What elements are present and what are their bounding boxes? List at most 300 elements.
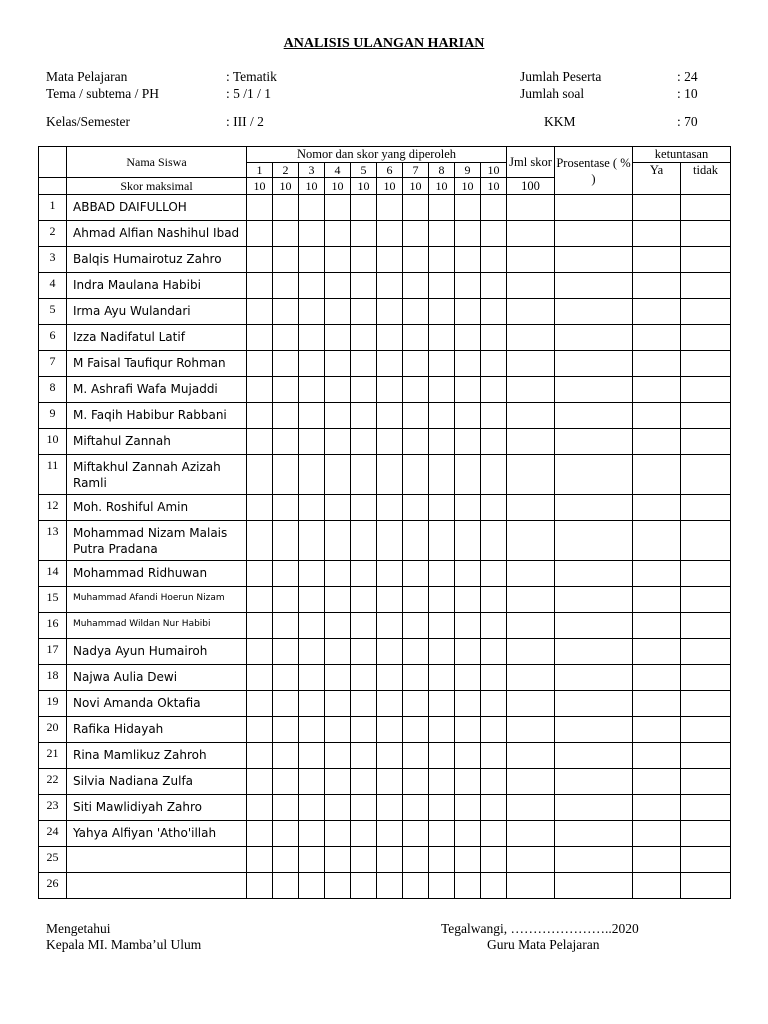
score-cell[interactable] — [325, 351, 351, 377]
score-cell[interactable] — [351, 717, 377, 743]
prosentase-cell[interactable] — [555, 521, 633, 561]
score-cell[interactable] — [299, 377, 325, 403]
score-cell[interactable] — [455, 691, 481, 717]
score-cell[interactable] — [325, 769, 351, 795]
jml-skor-cell[interactable] — [507, 665, 555, 691]
score-cell[interactable] — [351, 377, 377, 403]
score-cell[interactable] — [377, 795, 403, 821]
score-cell[interactable] — [325, 665, 351, 691]
score-cell[interactable] — [325, 299, 351, 325]
score-cell[interactable] — [299, 717, 325, 743]
score-cell[interactable] — [299, 847, 325, 873]
tidak-cell[interactable] — [681, 351, 731, 377]
prosentase-cell[interactable] — [555, 639, 633, 665]
score-cell[interactable] — [325, 587, 351, 613]
score-cell[interactable] — [273, 561, 299, 587]
prosentase-cell[interactable] — [555, 221, 633, 247]
score-cell[interactable] — [481, 403, 507, 429]
score-cell[interactable] — [429, 273, 455, 299]
score-cell[interactable] — [403, 247, 429, 273]
prosentase-cell[interactable] — [555, 873, 633, 899]
score-cell[interactable] — [273, 351, 299, 377]
score-cell[interactable] — [247, 273, 273, 299]
score-cell[interactable] — [481, 639, 507, 665]
score-cell[interactable] — [429, 221, 455, 247]
ya-cell[interactable] — [633, 221, 681, 247]
score-cell[interactable] — [429, 495, 455, 521]
score-cell[interactable] — [481, 769, 507, 795]
score-cell[interactable] — [403, 743, 429, 769]
prosentase-cell[interactable] — [555, 561, 633, 587]
score-cell[interactable] — [325, 495, 351, 521]
jml-skor-cell[interactable] — [507, 717, 555, 743]
ya-cell[interactable] — [633, 717, 681, 743]
score-cell[interactable] — [377, 873, 403, 899]
score-cell[interactable] — [299, 639, 325, 665]
score-cell[interactable] — [429, 821, 455, 847]
prosentase-cell[interactable] — [555, 351, 633, 377]
tidak-cell[interactable] — [681, 821, 731, 847]
score-cell[interactable] — [481, 273, 507, 299]
score-cell[interactable] — [481, 221, 507, 247]
score-cell[interactable] — [325, 221, 351, 247]
score-cell[interactable] — [325, 455, 351, 495]
ya-cell[interactable] — [633, 377, 681, 403]
tidak-cell[interactable] — [681, 247, 731, 273]
score-cell[interactable] — [351, 639, 377, 665]
score-cell[interactable] — [299, 403, 325, 429]
jml-skor-cell[interactable] — [507, 613, 555, 639]
score-cell[interactable] — [429, 691, 455, 717]
score-cell[interactable] — [403, 561, 429, 587]
score-cell[interactable] — [247, 613, 273, 639]
score-cell[interactable] — [455, 351, 481, 377]
score-cell[interactable] — [377, 221, 403, 247]
score-cell[interactable] — [403, 521, 429, 561]
student-name[interactable]: Muhammad Wildan Nur Habibi — [67, 613, 247, 639]
score-cell[interactable] — [481, 847, 507, 873]
score-cell[interactable] — [429, 195, 455, 221]
score-cell[interactable] — [351, 691, 377, 717]
ya-cell[interactable] — [633, 495, 681, 521]
score-cell[interactable] — [273, 795, 299, 821]
score-cell[interactable] — [273, 377, 299, 403]
student-name[interactable]: Mohammad Ridhuwan — [67, 561, 247, 587]
score-cell[interactable] — [429, 351, 455, 377]
jml-skor-cell[interactable] — [507, 743, 555, 769]
score-cell[interactable] — [273, 429, 299, 455]
score-cell[interactable] — [377, 717, 403, 743]
score-cell[interactable] — [403, 325, 429, 351]
score-cell[interactable] — [299, 665, 325, 691]
prosentase-cell[interactable] — [555, 821, 633, 847]
score-cell[interactable] — [325, 377, 351, 403]
score-cell[interactable] — [351, 587, 377, 613]
jml-skor-cell[interactable] — [507, 821, 555, 847]
score-cell[interactable] — [455, 521, 481, 561]
score-cell[interactable] — [273, 455, 299, 495]
score-cell[interactable] — [299, 325, 325, 351]
score-cell[interactable] — [247, 195, 273, 221]
student-name[interactable]: Ahmad Alfian Nashihul Ibad — [67, 221, 247, 247]
tidak-cell[interactable] — [681, 769, 731, 795]
student-name[interactable]: Yahya Alfiyan 'Atho'illah — [67, 821, 247, 847]
score-cell[interactable] — [377, 247, 403, 273]
score-cell[interactable] — [273, 325, 299, 351]
student-name[interactable]: Muhammad Afandi Hoerun Nizam — [67, 587, 247, 613]
ya-cell[interactable] — [633, 247, 681, 273]
ya-cell[interactable] — [633, 639, 681, 665]
score-cell[interactable] — [351, 299, 377, 325]
tidak-cell[interactable] — [681, 221, 731, 247]
score-cell[interactable] — [299, 221, 325, 247]
score-cell[interactable] — [455, 821, 481, 847]
score-cell[interactable] — [273, 665, 299, 691]
score-cell[interactable] — [403, 587, 429, 613]
jml-skor-cell[interactable] — [507, 299, 555, 325]
score-cell[interactable] — [429, 377, 455, 403]
ya-cell[interactable] — [633, 403, 681, 429]
prosentase-cell[interactable] — [555, 587, 633, 613]
score-cell[interactable] — [325, 325, 351, 351]
ya-cell[interactable] — [633, 561, 681, 587]
score-cell[interactable] — [377, 691, 403, 717]
score-cell[interactable] — [403, 717, 429, 743]
score-cell[interactable] — [403, 299, 429, 325]
score-cell[interactable] — [429, 429, 455, 455]
score-cell[interactable] — [247, 299, 273, 325]
jml-skor-cell[interactable] — [507, 403, 555, 429]
score-cell[interactable] — [325, 273, 351, 299]
score-cell[interactable] — [455, 377, 481, 403]
score-cell[interactable] — [429, 873, 455, 899]
score-cell[interactable] — [455, 247, 481, 273]
score-cell[interactable] — [351, 665, 377, 691]
ya-cell[interactable] — [633, 325, 681, 351]
prosentase-cell[interactable] — [555, 613, 633, 639]
prosentase-cell[interactable] — [555, 247, 633, 273]
score-cell[interactable] — [273, 273, 299, 299]
student-name[interactable]: Mohammad Nizam Malais Putra Pradana — [67, 521, 247, 561]
jml-skor-cell[interactable] — [507, 455, 555, 495]
ya-cell[interactable] — [633, 521, 681, 561]
score-cell[interactable] — [273, 195, 299, 221]
score-cell[interactable] — [325, 795, 351, 821]
score-cell[interactable] — [455, 455, 481, 495]
score-cell[interactable] — [325, 847, 351, 873]
score-cell[interactable] — [273, 639, 299, 665]
score-cell[interactable] — [325, 247, 351, 273]
tidak-cell[interactable] — [681, 561, 731, 587]
ya-cell[interactable] — [633, 613, 681, 639]
score-cell[interactable] — [481, 587, 507, 613]
student-name[interactable]: Novi Amanda Oktafia — [67, 691, 247, 717]
jml-skor-cell[interactable] — [507, 795, 555, 821]
jml-skor-cell[interactable] — [507, 847, 555, 873]
student-name[interactable]: Nadya Ayun Humairoh — [67, 639, 247, 665]
score-cell[interactable] — [351, 743, 377, 769]
score-cell[interactable] — [481, 665, 507, 691]
ya-cell[interactable] — [633, 873, 681, 899]
score-cell[interactable] — [481, 561, 507, 587]
prosentase-cell[interactable] — [555, 377, 633, 403]
score-cell[interactable] — [481, 821, 507, 847]
score-cell[interactable] — [351, 221, 377, 247]
score-cell[interactable] — [481, 613, 507, 639]
score-cell[interactable] — [299, 691, 325, 717]
student-name[interactable]: Irma Ayu Wulandari — [67, 299, 247, 325]
tidak-cell[interactable] — [681, 847, 731, 873]
score-cell[interactable] — [325, 613, 351, 639]
score-cell[interactable] — [247, 769, 273, 795]
score-cell[interactable] — [351, 847, 377, 873]
prosentase-cell[interactable] — [555, 429, 633, 455]
score-cell[interactable] — [325, 521, 351, 561]
prosentase-cell[interactable] — [555, 299, 633, 325]
score-cell[interactable] — [455, 795, 481, 821]
score-cell[interactable] — [273, 769, 299, 795]
score-cell[interactable] — [403, 821, 429, 847]
score-cell[interactable] — [247, 639, 273, 665]
score-cell[interactable] — [429, 247, 455, 273]
prosentase-cell[interactable] — [555, 769, 633, 795]
prosentase-cell[interactable] — [555, 847, 633, 873]
score-cell[interactable] — [377, 639, 403, 665]
score-cell[interactable] — [351, 521, 377, 561]
jml-skor-cell[interactable] — [507, 221, 555, 247]
student-name[interactable] — [67, 873, 247, 899]
score-cell[interactable] — [481, 299, 507, 325]
score-cell[interactable] — [299, 587, 325, 613]
score-cell[interactable] — [273, 403, 299, 429]
jml-skor-cell[interactable] — [507, 195, 555, 221]
score-cell[interactable] — [325, 639, 351, 665]
score-cell[interactable] — [377, 273, 403, 299]
ya-cell[interactable] — [633, 455, 681, 495]
student-name[interactable]: Indra Maulana Habibi — [67, 273, 247, 299]
score-cell[interactable] — [247, 847, 273, 873]
prosentase-cell[interactable] — [555, 403, 633, 429]
score-cell[interactable] — [247, 795, 273, 821]
jml-skor-cell[interactable] — [507, 521, 555, 561]
score-cell[interactable] — [403, 403, 429, 429]
score-cell[interactable] — [377, 325, 403, 351]
tidak-cell[interactable] — [681, 639, 731, 665]
score-cell[interactable] — [325, 821, 351, 847]
prosentase-cell[interactable] — [555, 455, 633, 495]
score-cell[interactable] — [377, 429, 403, 455]
ya-cell[interactable] — [633, 195, 681, 221]
tidak-cell[interactable] — [681, 873, 731, 899]
ya-cell[interactable] — [633, 665, 681, 691]
score-cell[interactable] — [273, 247, 299, 273]
tidak-cell[interactable] — [681, 195, 731, 221]
score-cell[interactable] — [403, 221, 429, 247]
jml-skor-cell[interactable] — [507, 325, 555, 351]
tidak-cell[interactable] — [681, 743, 731, 769]
score-cell[interactable] — [299, 821, 325, 847]
score-cell[interactable] — [429, 403, 455, 429]
score-cell[interactable] — [455, 561, 481, 587]
tidak-cell[interactable] — [681, 429, 731, 455]
student-name[interactable] — [67, 847, 247, 873]
score-cell[interactable] — [455, 429, 481, 455]
score-cell[interactable] — [455, 195, 481, 221]
score-cell[interactable] — [351, 561, 377, 587]
score-cell[interactable] — [429, 561, 455, 587]
score-cell[interactable] — [429, 665, 455, 691]
score-cell[interactable] — [455, 639, 481, 665]
score-cell[interactable] — [299, 613, 325, 639]
score-cell[interactable] — [247, 325, 273, 351]
score-cell[interactable] — [325, 717, 351, 743]
score-cell[interactable] — [299, 495, 325, 521]
score-cell[interactable] — [429, 717, 455, 743]
score-cell[interactable] — [403, 429, 429, 455]
score-cell[interactable] — [455, 769, 481, 795]
tidak-cell[interactable] — [681, 377, 731, 403]
ya-cell[interactable] — [633, 795, 681, 821]
student-name[interactable]: ABBAD DAIFULLOH — [67, 195, 247, 221]
score-cell[interactable] — [351, 769, 377, 795]
score-cell[interactable] — [273, 691, 299, 717]
score-cell[interactable] — [273, 221, 299, 247]
score-cell[interactable] — [351, 613, 377, 639]
score-cell[interactable] — [455, 847, 481, 873]
score-cell[interactable] — [351, 273, 377, 299]
student-name[interactable]: Siti Mawlidiyah Zahro — [67, 795, 247, 821]
student-name[interactable]: M Faisal Taufiqur Rohman — [67, 351, 247, 377]
score-cell[interactable] — [299, 247, 325, 273]
score-cell[interactable] — [429, 299, 455, 325]
jml-skor-cell[interactable] — [507, 495, 555, 521]
score-cell[interactable] — [325, 561, 351, 587]
score-cell[interactable] — [481, 325, 507, 351]
score-cell[interactable] — [455, 717, 481, 743]
prosentase-cell[interactable] — [555, 795, 633, 821]
score-cell[interactable] — [247, 561, 273, 587]
tidak-cell[interactable] — [681, 613, 731, 639]
score-cell[interactable] — [247, 247, 273, 273]
score-cell[interactable] — [429, 521, 455, 561]
score-cell[interactable] — [377, 821, 403, 847]
score-cell[interactable] — [403, 639, 429, 665]
score-cell[interactable] — [403, 455, 429, 495]
score-cell[interactable] — [351, 495, 377, 521]
jml-skor-cell[interactable] — [507, 273, 555, 299]
score-cell[interactable] — [377, 613, 403, 639]
score-cell[interactable] — [351, 821, 377, 847]
score-cell[interactable] — [247, 873, 273, 899]
score-cell[interactable] — [299, 273, 325, 299]
jml-skor-cell[interactable] — [507, 639, 555, 665]
score-cell[interactable] — [481, 795, 507, 821]
score-cell[interactable] — [273, 613, 299, 639]
score-cell[interactable] — [247, 377, 273, 403]
score-cell[interactable] — [299, 873, 325, 899]
jml-skor-cell[interactable] — [507, 873, 555, 899]
prosentase-cell[interactable] — [555, 325, 633, 351]
jml-skor-cell[interactable] — [507, 351, 555, 377]
score-cell[interactable] — [351, 429, 377, 455]
score-cell[interactable] — [325, 429, 351, 455]
student-name[interactable]: Balqis Humairotuz Zahro — [67, 247, 247, 273]
score-cell[interactable] — [247, 495, 273, 521]
score-cell[interactable] — [429, 325, 455, 351]
student-name[interactable]: Izza Nadifatul Latif — [67, 325, 247, 351]
score-cell[interactable] — [351, 873, 377, 899]
score-cell[interactable] — [325, 195, 351, 221]
student-name[interactable]: Miftakhul Zannah Azizah Ramli — [67, 455, 247, 495]
score-cell[interactable] — [455, 273, 481, 299]
student-name[interactable]: M. Ashrafi Wafa Mujaddi — [67, 377, 247, 403]
score-cell[interactable] — [299, 299, 325, 325]
score-cell[interactable] — [299, 351, 325, 377]
student-name[interactable]: M. Faqih Habibur Rabbani — [67, 403, 247, 429]
score-cell[interactable] — [377, 455, 403, 495]
score-cell[interactable] — [377, 665, 403, 691]
score-cell[interactable] — [299, 455, 325, 495]
score-cell[interactable] — [429, 769, 455, 795]
tidak-cell[interactable] — [681, 495, 731, 521]
score-cell[interactable] — [455, 221, 481, 247]
ya-cell[interactable] — [633, 743, 681, 769]
score-cell[interactable] — [481, 429, 507, 455]
jml-skor-cell[interactable] — [507, 247, 555, 273]
score-cell[interactable] — [351, 247, 377, 273]
prosentase-cell[interactable] — [555, 273, 633, 299]
score-cell[interactable] — [455, 587, 481, 613]
score-cell[interactable] — [273, 873, 299, 899]
tidak-cell[interactable] — [681, 325, 731, 351]
score-cell[interactable] — [481, 521, 507, 561]
tidak-cell[interactable] — [681, 403, 731, 429]
ya-cell[interactable] — [633, 691, 681, 717]
score-cell[interactable] — [377, 743, 403, 769]
score-cell[interactable] — [247, 403, 273, 429]
prosentase-cell[interactable] — [555, 691, 633, 717]
score-cell[interactable] — [403, 769, 429, 795]
score-cell[interactable] — [429, 847, 455, 873]
ya-cell[interactable] — [633, 351, 681, 377]
score-cell[interactable] — [299, 743, 325, 769]
score-cell[interactable] — [351, 351, 377, 377]
prosentase-cell[interactable] — [555, 495, 633, 521]
score-cell[interactable] — [273, 743, 299, 769]
score-cell[interactable] — [377, 377, 403, 403]
score-cell[interactable] — [429, 795, 455, 821]
score-cell[interactable] — [403, 795, 429, 821]
student-name[interactable]: Rafika Hidayah — [67, 717, 247, 743]
score-cell[interactable] — [247, 665, 273, 691]
score-cell[interactable] — [351, 325, 377, 351]
score-cell[interactable] — [273, 495, 299, 521]
score-cell[interactable] — [455, 325, 481, 351]
student-name[interactable]: Moh. Roshiful Amin — [67, 495, 247, 521]
score-cell[interactable] — [429, 455, 455, 495]
score-cell[interactable] — [455, 299, 481, 325]
jml-skor-cell[interactable] — [507, 587, 555, 613]
score-cell[interactable] — [455, 743, 481, 769]
score-cell[interactable] — [403, 195, 429, 221]
score-cell[interactable] — [273, 821, 299, 847]
tidak-cell[interactable] — [681, 299, 731, 325]
tidak-cell[interactable] — [681, 521, 731, 561]
score-cell[interactable] — [403, 873, 429, 899]
score-cell[interactable] — [325, 743, 351, 769]
score-cell[interactable] — [481, 351, 507, 377]
score-cell[interactable] — [299, 795, 325, 821]
